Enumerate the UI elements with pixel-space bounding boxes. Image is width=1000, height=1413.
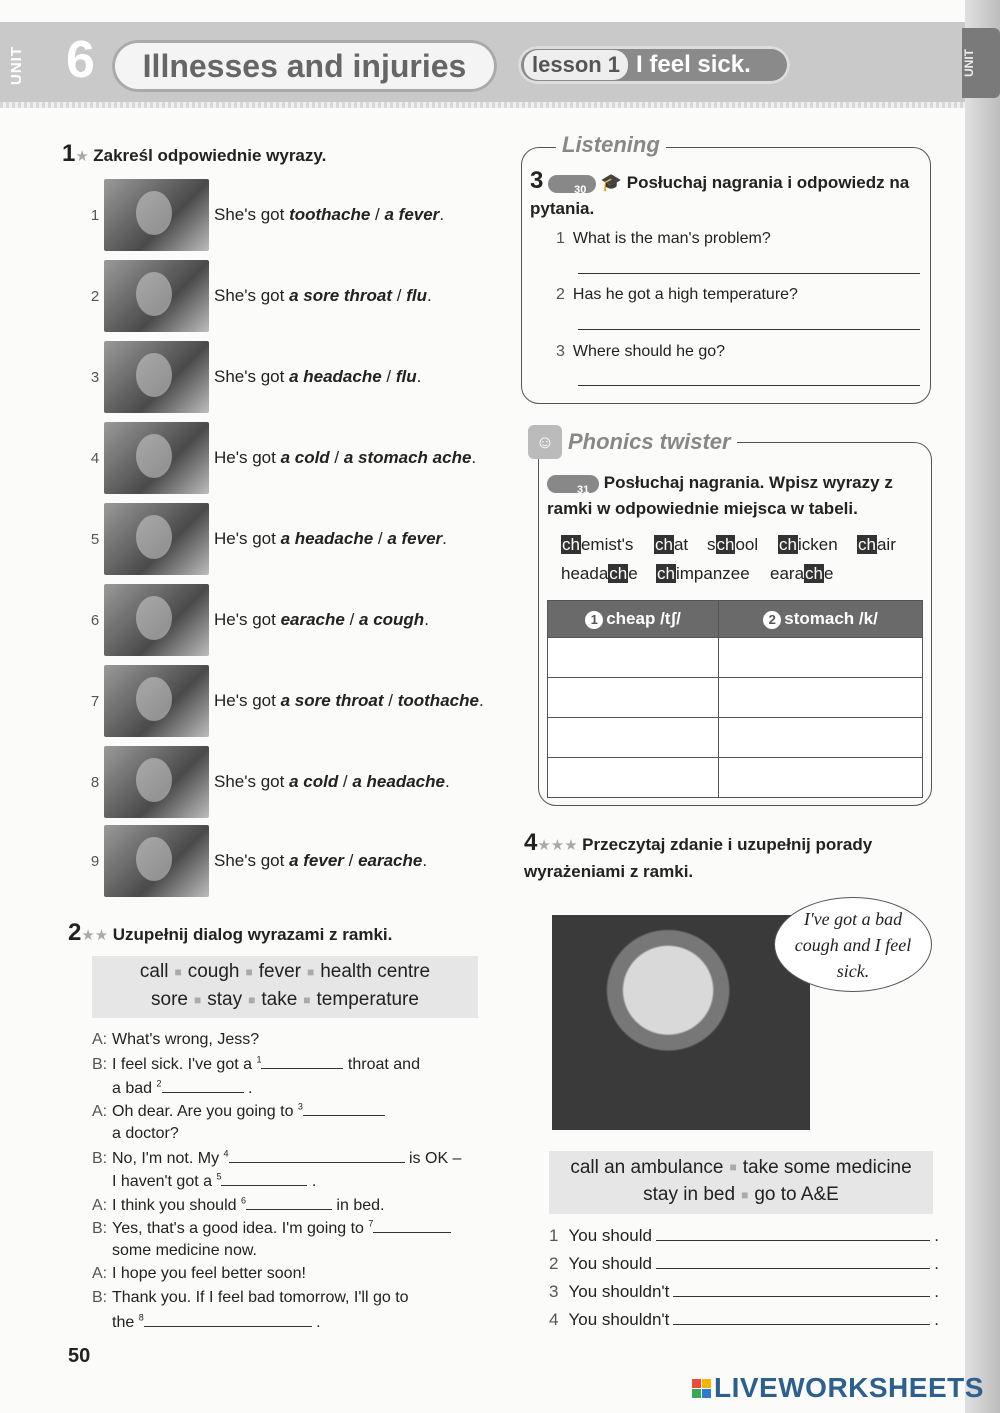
- ex3-number: 3: [530, 167, 544, 194]
- item-number: 9: [90, 852, 100, 870]
- phonics-heading: [547, 470, 917, 522]
- option-a[interactable]: earache: [280, 610, 345, 629]
- item-number: 3: [90, 368, 100, 386]
- sentence-prefix: He's got: [214, 610, 281, 629]
- track-number: 30: [574, 183, 587, 196]
- ex1-item: [86, 664, 506, 738]
- advice-text: You shouldn't: [568, 1282, 670, 1301]
- question: [556, 343, 725, 361]
- advice-input-2[interactable]: [656, 1268, 930, 1269]
- option-a[interactable]: toothache: [289, 205, 371, 224]
- sentence-end: .: [427, 286, 432, 305]
- unit-title: Illnesses and injuries: [112, 40, 497, 92]
- sentence-prefix: She's got: [214, 367, 290, 386]
- dialog-text: the: [112, 1314, 139, 1331]
- sentence-end: .: [444, 772, 450, 791]
- bullet-icon: ■: [729, 1160, 737, 1175]
- graduation-cap-icon: 🎓: [600, 173, 622, 192]
- ex1-sentence: [214, 772, 450, 792]
- dialog-text: What's wrong, Jess?: [112, 1031, 260, 1048]
- word-box-row: [92, 958, 478, 986]
- side-unit-tab: UNIT: [962, 28, 1000, 98]
- option-separator: /: [373, 529, 388, 548]
- item-number: 2: [90, 287, 100, 305]
- phonics-word: headache: [561, 564, 638, 583]
- gap-input-7[interactable]: [373, 1218, 451, 1233]
- ex1-item: [86, 502, 506, 576]
- phonics-title: Phonics twister: [568, 429, 731, 454]
- column-cheap: [548, 601, 719, 638]
- question: [556, 286, 798, 304]
- option-separator: /: [392, 286, 407, 305]
- bullet-icon: ■: [245, 965, 253, 979]
- option-separator: /: [370, 205, 385, 224]
- ex4-phrase-box: [549, 1151, 933, 1214]
- ex3-instruction: Posłuchaj nagrania i odpowiedz na pytania.: [530, 173, 910, 218]
- gap-input-4[interactable]: [229, 1148, 405, 1163]
- sentence-prefix: She's got: [214, 286, 290, 305]
- dialog-line: [112, 1125, 512, 1143]
- bullet-icon: ■: [741, 1187, 749, 1202]
- option-separator: /: [338, 772, 353, 791]
- man-toothache-photo: [104, 665, 209, 737]
- item-number: 5: [90, 530, 100, 548]
- phonics-word: chicken: [779, 535, 838, 554]
- advice-text: You shouldn't: [568, 1310, 670, 1329]
- option-separator: /: [383, 691, 398, 710]
- brand-name: LIVEWORKSHEETS: [714, 1372, 984, 1403]
- ex2-number: 2: [68, 919, 82, 946]
- sentence-prefix: She's got: [214, 205, 290, 224]
- word: take: [261, 989, 298, 1011]
- ex1-sentence: [214, 851, 427, 871]
- dialog-text: .: [307, 1173, 317, 1190]
- speaker: A:: [92, 1103, 108, 1120]
- gap-number: 5: [216, 1171, 222, 1182]
- sentence-prefix: She's got: [214, 851, 290, 870]
- word: health centre: [320, 961, 431, 983]
- dialog-line: [92, 1195, 492, 1215]
- phonics-icon: ☺: [528, 425, 562, 459]
- gap-number: 3: [297, 1101, 303, 1112]
- sentence-end: .: [416, 367, 422, 386]
- advice-item: [549, 1282, 939, 1302]
- option-b[interactable]: a stomach ache: [343, 448, 472, 467]
- dialog-text: is OK –: [404, 1150, 462, 1167]
- question-number: 1: [556, 230, 565, 247]
- dialog-text: .: [243, 1080, 253, 1097]
- speaker: B:: [92, 1056, 108, 1073]
- phonics-word: chair: [858, 535, 896, 554]
- ex2-word-box: [92, 956, 478, 1018]
- ex1-heading: [62, 140, 326, 168]
- option-b[interactable]: toothache: [397, 691, 479, 710]
- option-b[interactable]: flu: [395, 367, 417, 386]
- audio-cd-icon[interactable]: [547, 475, 599, 496]
- bullet-icon: ■: [174, 965, 182, 979]
- gap-number: 2: [156, 1078, 162, 1089]
- bullet-icon: ■: [303, 993, 311, 1008]
- speaker: A:: [92, 1031, 108, 1048]
- table-cell-input[interactable]: [548, 718, 719, 758]
- gap-number: 4: [223, 1148, 229, 1159]
- gap-input-1[interactable]: [261, 1054, 343, 1069]
- gap-number: 7: [368, 1218, 374, 1229]
- gap-number: 8: [138, 1312, 144, 1323]
- word: call: [139, 961, 169, 983]
- period: .: [934, 1254, 939, 1273]
- gap-input-8[interactable]: [144, 1312, 312, 1327]
- question-text: Has he got a high temperature?: [572, 286, 798, 303]
- dialog-text: I haven't got a: [112, 1173, 217, 1190]
- ex4-number: 4: [524, 829, 538, 856]
- column-label: stomach /k/: [784, 609, 878, 628]
- ex1-item: [86, 421, 506, 495]
- item-number: 7: [90, 692, 100, 710]
- word: fever: [258, 961, 301, 983]
- word: cough: [187, 961, 240, 983]
- table-row: [548, 718, 923, 758]
- dialog-text: Yes, that's a good idea. I'm going to: [112, 1220, 369, 1237]
- gap-number: 1: [256, 1054, 262, 1065]
- word: sore: [151, 989, 188, 1011]
- ex1-item: [86, 824, 506, 898]
- advice-input-1[interactable]: [656, 1240, 930, 1241]
- dialog-text: I feel sick. I've got a: [112, 1056, 257, 1073]
- dialog-text: I hope you feel better soon!: [112, 1265, 306, 1282]
- period: .: [934, 1226, 939, 1245]
- speaker: A:: [92, 1197, 108, 1214]
- phonics-word: earache: [770, 564, 834, 583]
- word: temperature: [316, 989, 419, 1011]
- woman-flu-photo: [104, 341, 209, 413]
- liveworksheets-logo: [692, 1372, 984, 1404]
- ex1-item: [86, 340, 506, 414]
- lesson-pill: [518, 46, 790, 84]
- ex1-sentence: [214, 286, 432, 306]
- bullet-icon: ■: [306, 965, 315, 979]
- column-number: 1: [585, 611, 603, 629]
- sentence-prefix: He's got: [214, 691, 281, 710]
- item-number: 2: [549, 1254, 559, 1273]
- question-number: 3: [556, 343, 565, 360]
- gap-number: 6: [240, 1195, 246, 1206]
- option-b[interactable]: a headache: [352, 772, 445, 791]
- dialog-line: [112, 1078, 512, 1098]
- ex1-instruction: Zakreśl odpowiednie wyrazy.: [93, 146, 327, 165]
- item-number: 4: [549, 1310, 559, 1329]
- sentence-end: .: [439, 205, 445, 224]
- dialog-text: .: [311, 1314, 321, 1331]
- liveworksheets-grid-icon: [692, 1379, 711, 1398]
- phonics-table: [547, 600, 923, 798]
- man-stomach-ache-photo: [104, 422, 209, 494]
- dialog-line: [92, 1265, 492, 1283]
- sentence-prefix: He's got: [214, 448, 281, 467]
- question: [556, 230, 771, 248]
- phonics-word: chemist's: [562, 535, 634, 554]
- advice-item: [549, 1226, 939, 1246]
- ex1-sentence: [214, 367, 421, 387]
- sick-girl-thermometer-photo: [104, 179, 209, 251]
- dialog-text: throat and: [343, 1056, 420, 1073]
- advice-input-3[interactable]: [673, 1296, 930, 1297]
- word: stay: [207, 989, 243, 1011]
- audio-cd-icon[interactable]: [548, 175, 596, 196]
- question-text: Where should he go?: [572, 343, 726, 360]
- phrase-box-row: [549, 1154, 933, 1181]
- answer-line-2[interactable]: [578, 329, 920, 330]
- sentence-end: .: [424, 610, 429, 629]
- question-text: What is the man's problem?: [572, 230, 771, 247]
- item-number: 4: [90, 449, 100, 467]
- dialog-line: [92, 1101, 492, 1121]
- ex1-sentence: [214, 691, 484, 711]
- lesson-label: lesson 1: [524, 50, 628, 80]
- phrase: call an ambulance: [570, 1157, 724, 1178]
- ex1-item: [86, 583, 506, 657]
- sentence-end: .: [422, 851, 428, 870]
- listening-title: Listening: [556, 132, 666, 158]
- table-cell-input[interactable]: [548, 678, 719, 718]
- phrase-box-row: [549, 1181, 933, 1208]
- table-cell-input[interactable]: [548, 638, 719, 678]
- speaker: A:: [92, 1265, 108, 1282]
- speaker: B:: [92, 1220, 108, 1237]
- page-edge: [965, 0, 1000, 1413]
- dialog-line: [112, 1171, 512, 1191]
- option-a[interactable]: a sore throat: [280, 691, 384, 710]
- ex1-sentence: [214, 205, 444, 225]
- bullet-icon: ■: [248, 993, 256, 1008]
- column-number: 2: [763, 611, 781, 629]
- unit-label: UNIT: [8, 46, 25, 86]
- ex1-item: [86, 178, 506, 252]
- option-b[interactable]: a fever: [384, 205, 440, 224]
- sentence-end: .: [471, 448, 477, 467]
- table-header-row: [548, 601, 923, 638]
- lesson-title: I feel sick.: [636, 51, 751, 78]
- dialog-text: in bed.: [331, 1197, 385, 1214]
- man-headache-photo: [104, 503, 209, 575]
- sentence-end: .: [478, 691, 484, 710]
- ex4-heading: [524, 830, 924, 886]
- phonics-instruction: Posłuchaj nagrania. Wpisz wyrazy z ramki w odpowiednie miejsca w tabeli.: [547, 473, 893, 518]
- advice-item: [549, 1310, 939, 1330]
- ex2-heading: [68, 919, 392, 947]
- option-b[interactable]: a cough: [359, 610, 425, 629]
- question-number: 2: [556, 286, 565, 303]
- answer-line-1[interactable]: [578, 273, 920, 274]
- dialog-text: No, I'm not. My: [112, 1150, 224, 1167]
- ex1-item: [86, 745, 506, 819]
- woman-sore-throat-photo: [104, 260, 209, 332]
- option-a[interactable]: a cold: [289, 772, 339, 791]
- option-a[interactable]: a fever: [289, 851, 344, 870]
- advice-item: [549, 1254, 939, 1274]
- sentence-prefix: She's got: [214, 772, 290, 791]
- ex1-item: [86, 259, 506, 333]
- answer-line-3[interactable]: [578, 385, 920, 386]
- dialog-line: [92, 1289, 492, 1307]
- dialog-line: [92, 1218, 492, 1238]
- phonics-word: chimpanzee: [657, 564, 750, 583]
- speaker: B:: [92, 1150, 108, 1167]
- sentence-end: .: [442, 529, 447, 548]
- phrase: take some medicine: [742, 1157, 912, 1178]
- table-row: [548, 758, 923, 798]
- ex4-instruction: Przeczytaj zdanie i uzupełnij porady wyrażeniami z ramki.: [524, 835, 873, 881]
- dialog-line: [92, 1031, 492, 1049]
- gap-input-3[interactable]: [303, 1101, 385, 1116]
- option-a[interactable]: a cold: [280, 448, 330, 467]
- dialog-line: [112, 1242, 512, 1260]
- table-cell-input[interactable]: [719, 758, 923, 798]
- period: .: [934, 1310, 939, 1329]
- dialog-line: [92, 1054, 492, 1074]
- table-row: [548, 638, 923, 678]
- item-number: 8: [90, 773, 100, 791]
- option-a[interactable]: a sore throat: [289, 286, 393, 305]
- option-separator: /: [329, 448, 344, 467]
- period: .: [934, 1282, 939, 1301]
- option-separator: /: [381, 367, 396, 386]
- option-b[interactable]: earache: [358, 851, 423, 870]
- track-number: 31: [577, 483, 590, 496]
- ex2-instruction: Uzupełnij dialog wyrazami z ramki.: [112, 925, 393, 944]
- sentence-prefix: He's got: [214, 529, 281, 548]
- coughing-girl-photo: [552, 915, 810, 1130]
- ex3-heading: [530, 168, 930, 222]
- star-icon: ★: [75, 148, 89, 165]
- item-number: 3: [549, 1282, 559, 1301]
- option-separator: /: [344, 610, 360, 629]
- speech-bubble: I've got a bad cough and I feel sick.: [774, 897, 932, 992]
- dialog-text: a bad: [112, 1080, 157, 1097]
- option-b[interactable]: a fever: [387, 529, 443, 548]
- column-label: cheap /tʃ/: [606, 609, 681, 628]
- dialog-text: Thank you. If I feel bad tomorrow, I'll go to: [112, 1289, 409, 1306]
- girl-earache-photo: [104, 825, 209, 897]
- advice-text: You should: [568, 1254, 652, 1273]
- table-cell-input[interactable]: [719, 678, 923, 718]
- option-b[interactable]: flu: [406, 286, 428, 305]
- phrase: go to A&E: [754, 1184, 839, 1206]
- item-number: 6: [90, 611, 100, 629]
- bullet-icon: ■: [193, 993, 202, 1008]
- gap-input-2[interactable]: [162, 1078, 244, 1093]
- phrase: stay in bed: [643, 1184, 736, 1206]
- dialog-text: some medicine now.: [112, 1242, 257, 1259]
- phonics-word: school: [707, 535, 759, 554]
- dialog-line: [112, 1312, 512, 1332]
- dialog-text: I think you should: [112, 1197, 241, 1214]
- item-number: 1: [549, 1226, 559, 1245]
- ex1-sentence: [214, 529, 447, 549]
- column-stomach: [719, 601, 923, 638]
- gap-input-6[interactable]: [246, 1195, 332, 1210]
- dialog-line: [92, 1148, 492, 1168]
- gap-input-5[interactable]: [221, 1171, 307, 1186]
- item-number: 1: [90, 206, 100, 224]
- option-separator: /: [343, 851, 359, 870]
- table-row: [548, 678, 923, 718]
- word-box-row: [92, 986, 478, 1014]
- dialog-text: Oh dear. Are you going to: [112, 1103, 298, 1120]
- advice-input-4[interactable]: [673, 1324, 930, 1325]
- phonics-word: chat: [655, 535, 689, 554]
- woman-cold-photo: [104, 746, 209, 818]
- man-cough-photo: [104, 584, 209, 656]
- ex1-sentence: [214, 448, 476, 468]
- unit-number: 6: [66, 31, 95, 89]
- table-cell-input[interactable]: [719, 638, 923, 678]
- page-number: 50: [68, 1345, 91, 1367]
- table-cell-input[interactable]: [548, 758, 719, 798]
- table-cell-input[interactable]: [719, 718, 923, 758]
- advice-text: You should: [568, 1226, 652, 1245]
- ex1-number: 1: [62, 140, 76, 167]
- phonics-title-bar: [522, 425, 737, 459]
- ex1-sentence: [214, 610, 429, 630]
- speaker: B:: [92, 1289, 108, 1306]
- option-a[interactable]: a headache: [289, 367, 382, 386]
- star-icon: ★★★: [537, 837, 578, 854]
- dialog-text: a doctor?: [112, 1125, 179, 1142]
- option-a[interactable]: a headache: [280, 529, 374, 548]
- star-icon: ★★: [81, 927, 109, 944]
